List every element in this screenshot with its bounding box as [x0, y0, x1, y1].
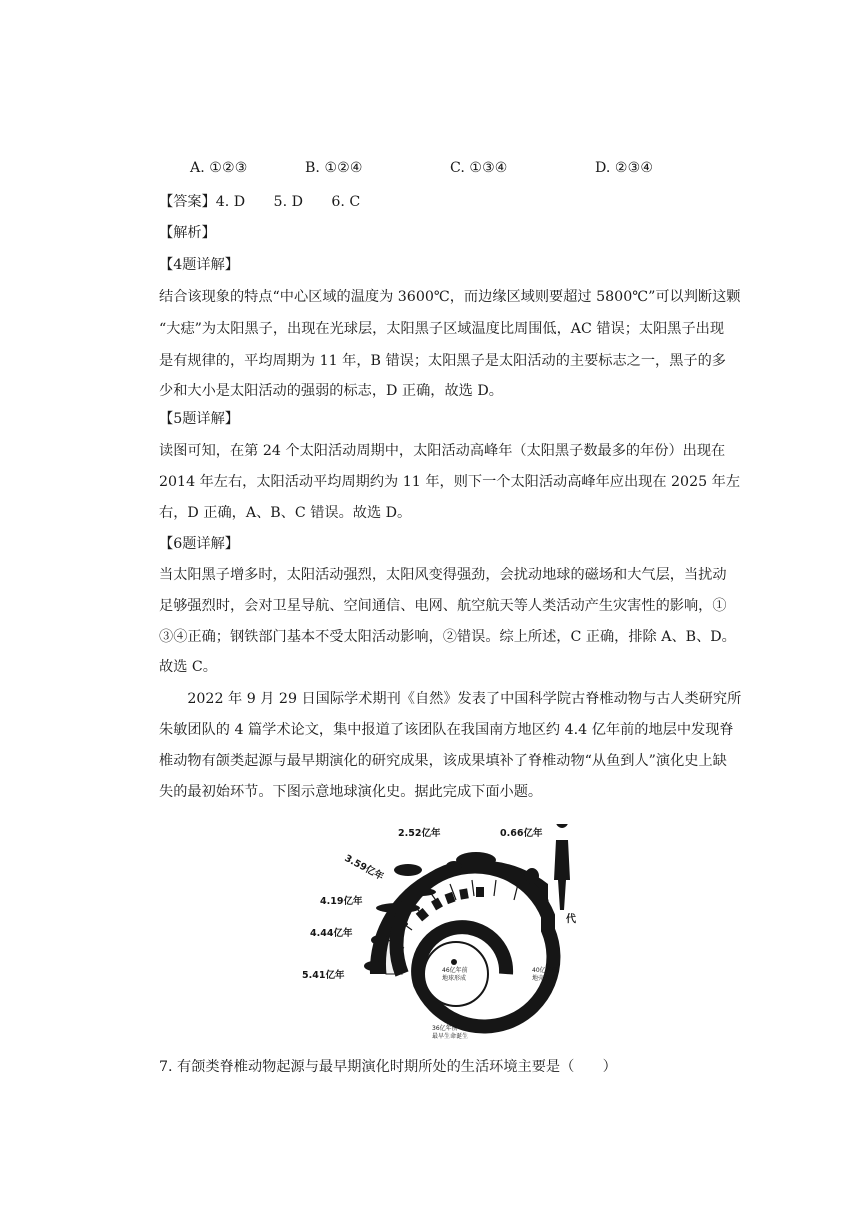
q5-line: 2014 年左右，太阳活动平均周期约为 11 年，则下一个太阳活动高峰年应出现在 2025 年左 — [159, 474, 741, 490]
q4-line: 少和大小是太阳活动的强弱的标志，D 正确，故选 D。 — [159, 383, 503, 399]
option-c: C. ①③④ — [450, 160, 508, 176]
q4-line: 结合该现象的特点“中心区域的温度为 3600℃，而边缘区域则要超过 5800℃”可以判断这颗 — [159, 289, 741, 305]
dinosaur-icon — [456, 852, 496, 868]
amphibian-icon — [404, 888, 436, 896]
mammal-icon — [446, 861, 462, 871]
passage-line: 2022 年 9 月 29 日国际学术期刊《自然》发表了中国科学院古脊椎动物与古人类研究所 — [159, 691, 742, 707]
fish-small-icon — [384, 920, 408, 928]
label-066: 0.66亿年 — [500, 828, 543, 839]
option-d: D. ②③④ — [595, 160, 654, 176]
q6-line: 故选 C。 — [159, 659, 217, 675]
bottom-label-1: 36亿年前 — [432, 1025, 458, 1032]
q6-header: 【6题详解】 — [159, 536, 239, 552]
label-252: 2.52亿年 — [398, 828, 441, 839]
reptile-icon — [394, 864, 422, 876]
fish-icon — [376, 903, 420, 913]
answer-line: 【答案】4. D 5. D 6. C — [159, 194, 361, 210]
passage-line: 朱敏团队的 4 篇学术论文，集中报道了该团队在我国南方地区约 4.4 亿年前的地层中发现脊 — [159, 722, 734, 738]
right-label-2: 地壳形成 — [532, 975, 557, 982]
center-label-2: 地球形成 — [442, 975, 467, 982]
earth-evolution-figure — [300, 824, 600, 1044]
option-b: B. ①②④ — [305, 160, 363, 176]
human-icon — [554, 824, 570, 910]
q4-line: “大痣”为太阳黑子，出现在光球层，太阳黑子区域温度比周围低，AC 错误；太阳黑子出现 — [159, 321, 725, 337]
q5-header: 【5题详解】 — [159, 411, 239, 427]
option-a: A. ①②③ — [190, 160, 248, 176]
label-419: 4.19亿年 — [320, 896, 363, 907]
question-7: 7. 有颌类脊椎动物起源与最早期演化时期所处的生活环境主要是（ ） — [159, 1059, 617, 1075]
center-label-1: 46亿年前 — [442, 967, 468, 974]
q4-line: 是有规律的，平均周期为 11 年，B 错误；太阳黑子是太阳活动的主要标志之一，黑子的多 — [159, 353, 726, 369]
q6-line: 当太阳黑子增多时，太阳活动强烈，太阳风变得强劲，会扰动地球的磁场和大气层，当扰动 — [159, 567, 727, 583]
right-label-1: 40亿年前 — [532, 967, 558, 974]
center-dot — [451, 959, 457, 965]
analysis-header: 【解析】 — [159, 225, 216, 241]
q5-line: 右，D 正确，A、B、C 错误。故选 D。 — [159, 505, 412, 521]
spiral-center — [424, 942, 488, 1006]
q6-line: ③④正确；钢铁部门基本不受太阳活动影响，②错误。综上所述，C 正确，排除 A、B、D。 — [159, 629, 736, 645]
label-359: 3.59亿年 — [342, 852, 386, 883]
label-541: 5.41亿年 — [302, 970, 345, 981]
q4-header: 【4题详解】 — [159, 257, 239, 273]
primate-icon — [525, 868, 539, 884]
passage-line: 椎动物有颌类起源与最早期演化的研究成果，该成果填补了脊椎动物“从鱼到人”演化史上缺 — [159, 753, 727, 769]
label-era: 代 — [566, 914, 576, 925]
trilobite-icon — [364, 961, 384, 971]
bottom-label-2: 最早生命诞生 — [432, 1033, 469, 1040]
label-444: 4.44亿年 — [310, 928, 353, 939]
passage-line: 失的最初始环节。下图示意地球演化史。据此完成下面小题。 — [159, 784, 543, 800]
q5-line: 读图可知，在第 24 个太阳活动周期中，太阳活动高峰年（太阳黑子数最多的年份）出现在 — [159, 443, 726, 459]
q6-line: 足够强烈时，会对卫星导航、空间通信、电网、航空航天等人类活动产生灾害性的影响，① — [159, 598, 727, 614]
jawless-fish-icon — [371, 935, 389, 945]
